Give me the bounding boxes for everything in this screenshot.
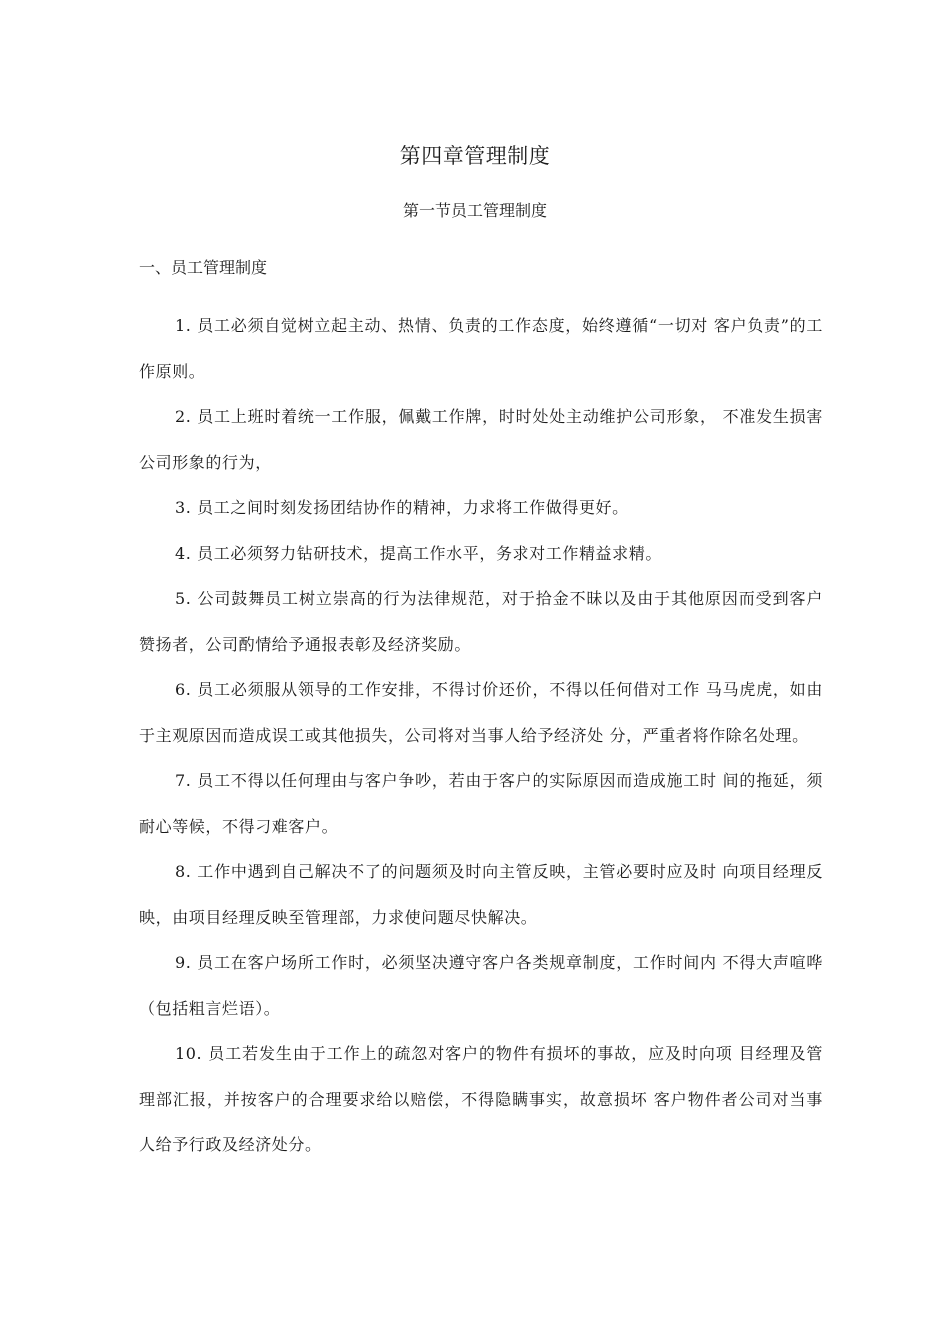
rule-paragraph-9: 9. 员工在客户场所工作时，必须坚决遵守客户各类规章制度，工作时间内 不得大声喧哗（包括粗言烂语）。 xyxy=(139,953,823,1018)
rule-paragraph-7: 7. 员工不得以任何理由与客户争吵，若由于客户的实际原因而造成施工时 间的拖延，须耐心等候，不得刁难客户。 xyxy=(139,771,823,836)
rule-paragraph-4: 4. 员工必须努力钻研技术，提高工作水平，务求对工作精益求精。 xyxy=(175,543,662,563)
rule-paragraph-10: 10. 员工若发生由于工作上的疏忽对客户的物件有损坏的事故，应及时向项 目经理及管理部汇报，并按客户的合理要求给以赔偿，不得隐瞒事实，故意损坏 客户物件者公司对当事人给予行政及经济处分。 xyxy=(139,1044,823,1154)
rule-paragraph-2: 2. 员工上班时着统一工作服，佩戴工作牌，时时处处主动维护公司形象， 不准发生损害公司形象的行为， xyxy=(139,407,823,472)
section-title: 第一节员工管理制度 xyxy=(402,201,547,220)
subsection-title: 一、员工管理制度 xyxy=(139,258,268,277)
rule-paragraph-5: 5. 公司鼓舞员工树立崇高的行为法律规范，对于拾金不昧以及由于其他原因而受到客户赞扬者，公司酌情给予通报表彰及经济奖励。 xyxy=(139,589,823,654)
rules-list xyxy=(139,303,823,1168)
chapter-title: 第四章管理制度 xyxy=(399,144,551,168)
rule-paragraph-6: 6. 员工必须服从领导的工作安排，不得讨价还价，不得以任何借对工作 马马虎虎，如由于主观原因而造成误工或其他损失，公司将对当事人给予经济处 分，严重者将作除名处理。 xyxy=(139,680,823,745)
rule-paragraph-3: 3. 员工之间时刻发扬团结协作的精神，力求将工作做得更好。 xyxy=(175,498,629,517)
rule-paragraph-1: 1. 员工必须自觉树立起主动、热情、负责的工作态度，始终遵循“一切对 客户负责”的工作原则。 xyxy=(139,316,823,381)
rule-paragraph-8: 8. 工作中遇到自己解决不了的问题须及时向主管反映，主管必要时应及时 向项目经理反映，由项目经理反映至管理部，力求使问题尽快解决。 xyxy=(139,862,823,927)
